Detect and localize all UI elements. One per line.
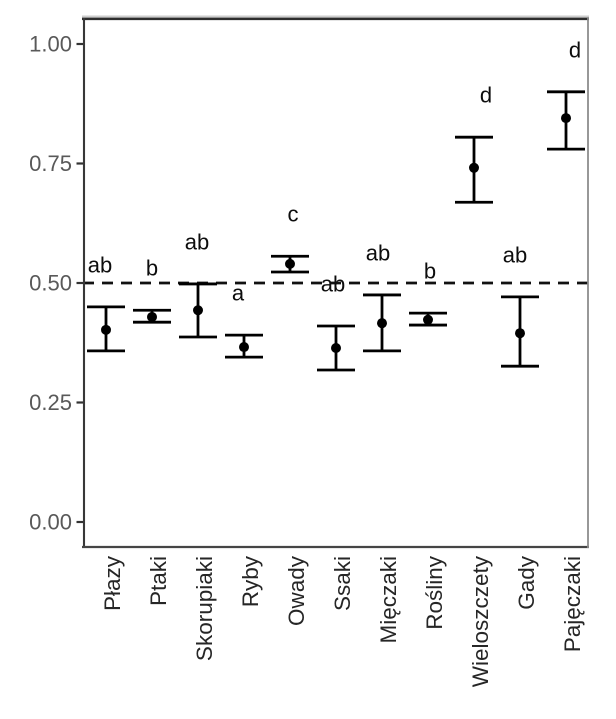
data-point	[101, 325, 111, 335]
data-point	[561, 113, 571, 123]
significance-letter: d	[568, 37, 582, 63]
x-tick-label: Wieloszczety	[468, 556, 493, 688]
x-tick-label: Gady	[514, 556, 539, 610]
x-tick-label: Skorupiaki	[192, 556, 217, 662]
x-tick-label: Mięczaki	[376, 556, 401, 644]
significance-letter: b	[423, 258, 437, 284]
significance-letter: d	[479, 82, 493, 108]
significance-letter: b	[145, 255, 159, 281]
data-point	[147, 312, 157, 322]
data-point	[239, 342, 249, 352]
x-tick-label: Rośliny	[422, 556, 447, 630]
data-point	[423, 315, 433, 325]
x-tick-label: Ssaki	[330, 556, 355, 612]
data-point	[515, 328, 525, 338]
significance-letter: ab	[87, 252, 113, 278]
y-tick-label: 1.00	[29, 31, 72, 57]
significance-letter: ab	[320, 271, 346, 297]
x-tick-label: Owady	[284, 556, 309, 627]
y-tick-label: 0.75	[29, 151, 72, 176]
significance-letter: ab	[502, 242, 528, 268]
significance-letter: ab	[184, 229, 210, 255]
significance-letter: c	[287, 201, 299, 227]
x-tick-label: Płazy	[100, 556, 125, 612]
x-tick-label: Pajęczaki	[560, 556, 585, 653]
significance-letter: a	[231, 280, 245, 306]
y-tick-label: 0.00	[29, 509, 72, 535]
y-tick-label: 0.50	[29, 270, 72, 296]
x-tick-label: Ryby	[238, 556, 263, 608]
x-tick-label: Ptaki	[146, 556, 171, 607]
data-point	[285, 259, 295, 269]
data-point	[469, 163, 479, 173]
data-point	[331, 343, 341, 353]
significance-letter: ab	[365, 240, 391, 266]
data-point	[377, 318, 387, 328]
y-tick-label: 0.25	[29, 390, 72, 415]
data-point	[193, 305, 203, 315]
